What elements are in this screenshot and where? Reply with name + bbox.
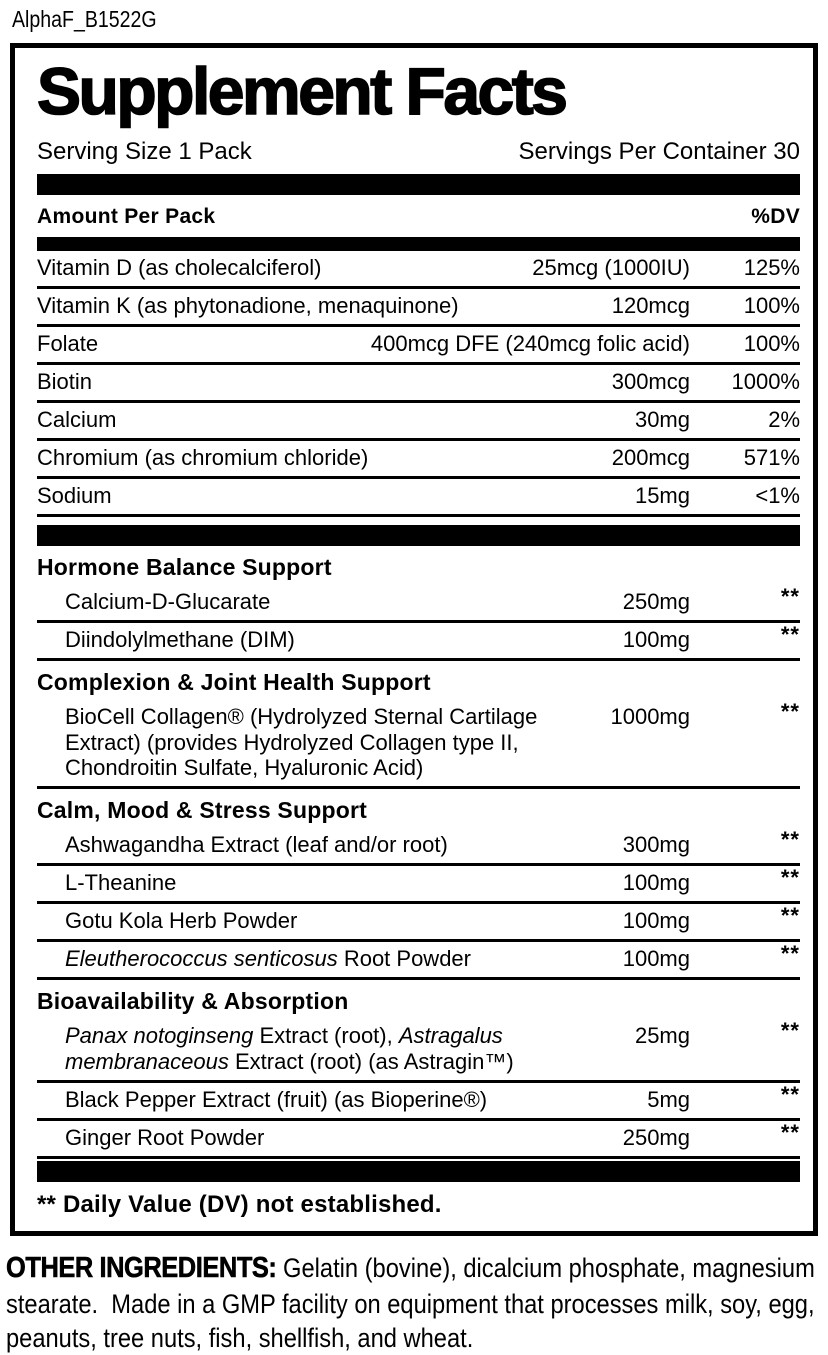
nutrient-name: Eleutherococcus senticosus Root Powder — [65, 946, 471, 972]
nutrient-dv — [700, 941, 800, 972]
dv-not-established-asterisks: ** — [780, 941, 800, 967]
serving-row — [37, 138, 800, 166]
nutrient-name: L-Theanine — [65, 870, 177, 896]
section-heading: Calm, Mood & Stress Support — [37, 797, 367, 824]
nutrient-name: Gotu Kola Herb Powder — [65, 908, 298, 934]
table-row — [37, 289, 800, 327]
nutrient-dv — [700, 903, 800, 934]
dv-not-established-asterisks: ** — [780, 827, 800, 853]
nutrient-amount: 15mg — [634, 482, 690, 508]
nutrient-name: Vitamin D (as cholecalciferol) — [37, 255, 322, 280]
nutrient-dv — [700, 583, 800, 615]
table-row — [37, 479, 800, 517]
nutrient-name: Ashwagandha Extract (leaf and/or root) — [65, 832, 448, 858]
nutrient-amount: 300mg — [622, 832, 690, 858]
table-row — [37, 441, 800, 479]
table-row — [37, 251, 800, 289]
dv-not-established-asterisks: ** — [780, 865, 800, 891]
nutrient-dv: 125% — [743, 255, 800, 280]
nutrient-amount: 25mg — [634, 1023, 690, 1049]
table-row — [37, 700, 800, 790]
batch-code: AlphaF_B1522G — [12, 6, 157, 32]
nutrient-dv — [700, 827, 800, 858]
serving-size: Serving Size 1 Pack — [37, 138, 252, 165]
dv-not-established-asterisks: ** — [780, 903, 800, 929]
nutrient-amount: 100mg — [622, 870, 690, 896]
nutrient-amount: 200mcg — [611, 444, 690, 470]
nutrient-name: Diindolylmethane (DIM) — [65, 626, 295, 652]
other-ingredients — [6, 1250, 828, 1355]
nutrient-amount: 30mg — [634, 406, 690, 432]
column-header-row — [37, 195, 800, 237]
nutrient-dv — [700, 1018, 800, 1049]
nutrient-name: Vitamin K (as phytonadione, menaquinone) — [37, 292, 459, 318]
nutrient-dv — [700, 865, 800, 896]
nutrient-dv: 1000% — [731, 368, 800, 394]
nutrient-amount: 100mg — [622, 626, 690, 652]
other-ingredients-text: Gelatin (bovine), dicalcium phosphate, magnesium stearate. Made in a GMP facility on equipment that processes milk, soy, egg, peanuts, tree nuts, fish, shellfish, and wheat. — [6, 1253, 815, 1353]
nutrient-dv — [700, 698, 800, 730]
nutrient-amount: 100mg — [622, 946, 690, 972]
nutrient-name: Chromium (as chromium chloride) — [37, 444, 369, 470]
dv-not-established-asterisks: ** — [780, 1082, 800, 1108]
nutrient-dv: 571% — [743, 444, 800, 470]
nutrient-amount: 1000mg — [610, 703, 690, 729]
divider-bar-thick — [37, 1161, 800, 1182]
table-row — [37, 623, 800, 661]
nutrient-name: Calcium — [37, 406, 117, 432]
table-row — [37, 942, 800, 980]
nutrient-table — [37, 251, 800, 517]
divider-bar-thick — [37, 525, 800, 546]
dv-not-established-asterisks: ** — [780, 1120, 800, 1146]
nutrient-name: Calcium-D-Glucarate — [65, 588, 271, 614]
nutrient-dv: <1% — [755, 482, 800, 508]
section-heading: Hormone Balance Support — [37, 553, 332, 580]
table-row — [37, 1083, 800, 1121]
nutrient-amount: 250mg — [622, 1125, 690, 1151]
divider-bar-thick — [37, 174, 800, 195]
nutrient-amount: 300mcg — [611, 368, 690, 394]
nutrient-name: Sodium — [37, 482, 112, 508]
nutrient-amount: 25mcg (1000IU) — [532, 255, 690, 280]
nutrient-amount: 5mg — [647, 1087, 690, 1113]
nutrient-amount: 100mg — [622, 908, 690, 934]
table-row — [37, 327, 800, 365]
table-row — [37, 403, 800, 441]
nutrient-name: BioCell Collagen® (Hydrolyzed Sternal Cartilage Extract) (provides Hydrolyzed Collagen type II, Chondroitin Sulfate, Hyaluronic Acid) — [65, 703, 538, 781]
dv-not-established-asterisks: ** — [780, 583, 800, 609]
table-row — [37, 904, 800, 942]
dv-not-established-asterisks: ** — [780, 621, 800, 647]
nutrient-amount: 250mg — [622, 588, 690, 614]
nutrient-dv: 100% — [743, 292, 800, 318]
panel-title: Supplement Facts — [37, 54, 566, 128]
blend-sections — [37, 546, 800, 1159]
nutrient-dv: 2% — [768, 406, 800, 432]
dv-footnote: ** Daily Value (DV) not established. — [37, 1191, 442, 1219]
nutrient-amount: 120mcg — [611, 292, 690, 318]
servings-per-container: Servings Per Container 30 — [518, 138, 800, 165]
nutrient-dv: 100% — [743, 330, 800, 356]
dv-not-established-asterisks: ** — [780, 698, 800, 724]
amount-column-header: Amount Per Pack — [37, 205, 216, 228]
table-row — [37, 1019, 800, 1083]
nutrient-dv — [700, 621, 800, 653]
nutrient-name: Panax notoginseng Extract (root), Astragalus membranaceous Extract (root) (as Astragin™) — [65, 1023, 514, 1075]
table-row — [37, 866, 800, 904]
section-heading: Bioavailability & Absorption — [37, 988, 349, 1015]
dv-column-header: %DV — [751, 205, 800, 228]
divider-bar-medium — [37, 237, 800, 251]
supplement-facts-panel — [10, 43, 818, 1236]
table-row — [37, 1121, 800, 1159]
table-row — [37, 585, 800, 623]
table-row — [37, 365, 800, 403]
other-ingredients-heading: OTHER INGREDIENTS: — [6, 1252, 277, 1285]
nutrient-name: Ginger Root Powder — [65, 1125, 265, 1151]
nutrient-dv — [700, 1082, 800, 1113]
table-row — [37, 828, 800, 866]
nutrient-dv — [700, 1120, 800, 1151]
section-heading: Complexion & Joint Health Support — [37, 668, 431, 695]
nutrient-name: Black Pepper Extract (fruit) (as Bioperine®) — [65, 1087, 488, 1113]
nutrient-name: Biotin — [37, 368, 93, 394]
dv-not-established-asterisks: ** — [780, 1018, 800, 1044]
nutrient-name: Folate — [37, 330, 99, 356]
nutrient-amount: 400mcg DFE (240mcg folic acid) — [370, 330, 690, 356]
